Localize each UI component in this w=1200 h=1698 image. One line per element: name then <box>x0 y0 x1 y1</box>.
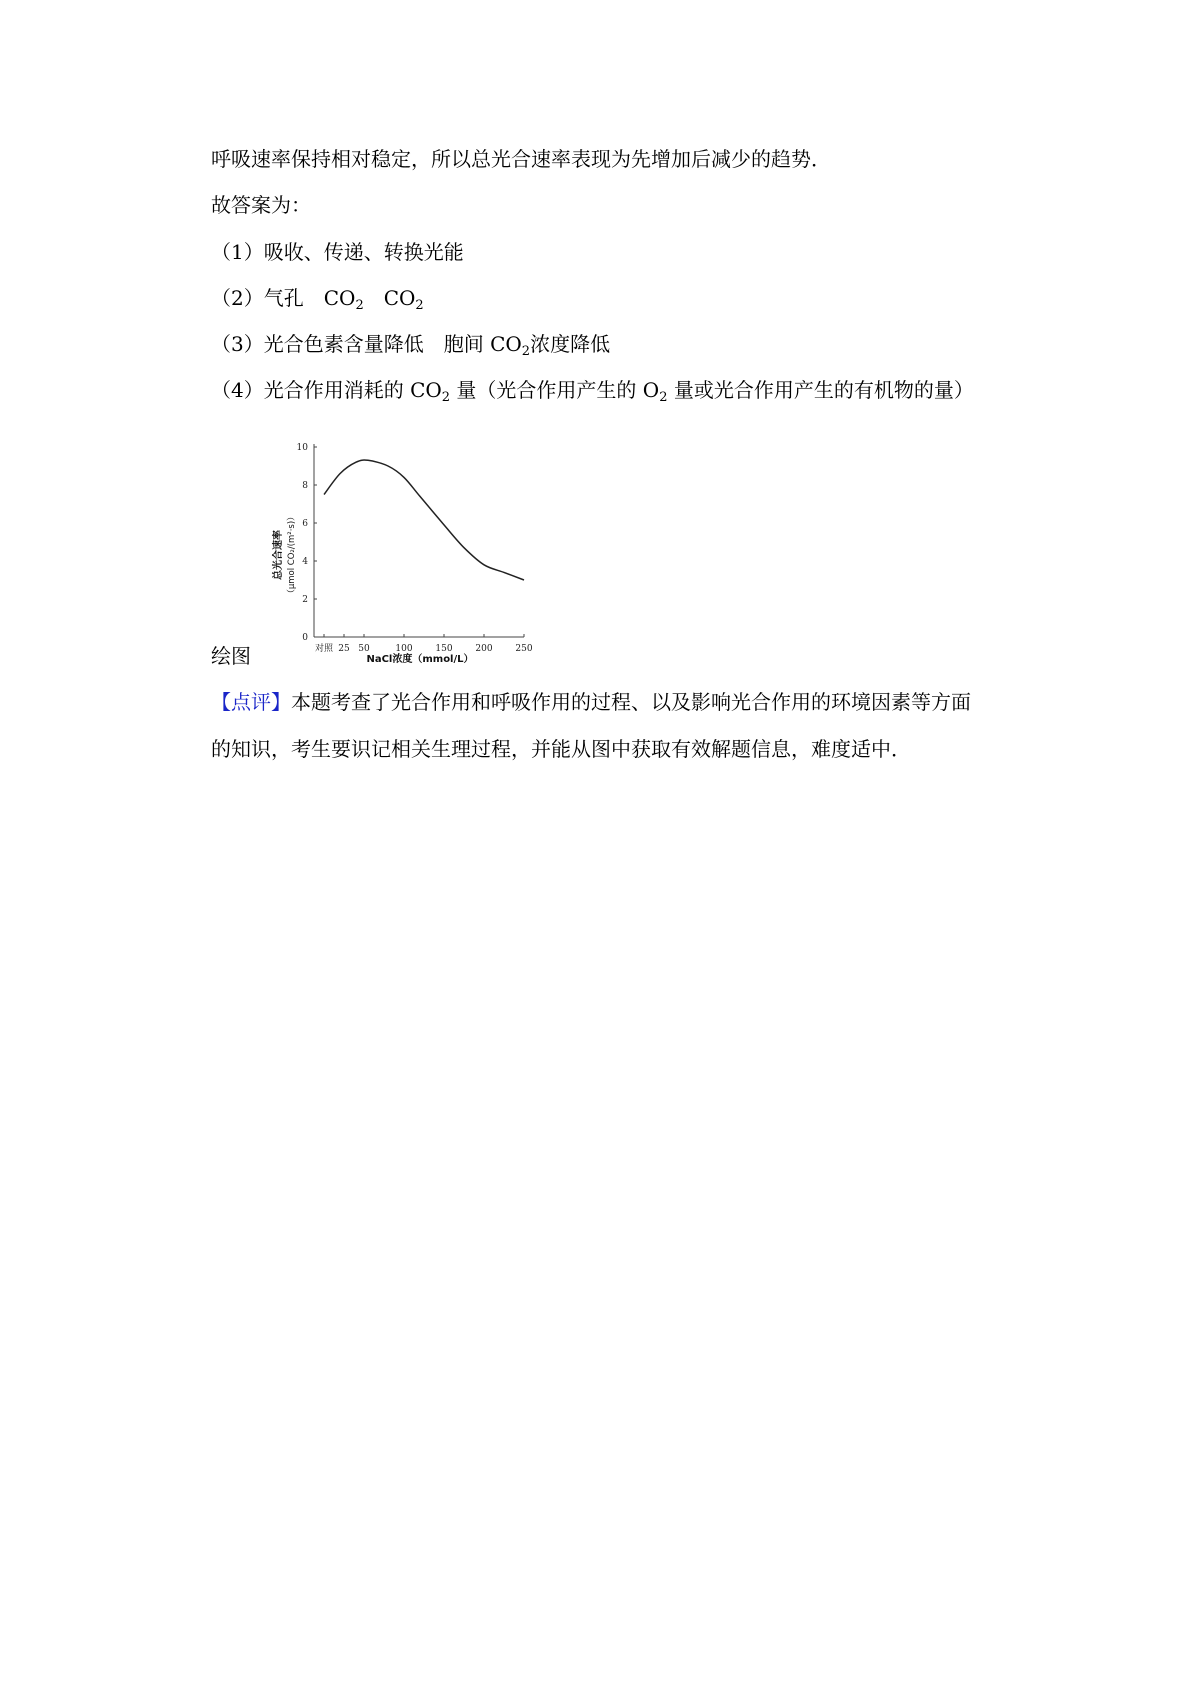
comment-line-1 <box>211 690 971 714</box>
x-tick-label: 100 <box>395 644 413 654</box>
answer-2-co2-b: CO <box>383 286 416 310</box>
x-tick-label: 对照 <box>314 644 334 654</box>
x-tick-label: 150 <box>435 644 453 654</box>
x-tick-label: 25 <box>338 644 350 654</box>
y-axis-label: 总光合速率 <box>273 530 284 580</box>
answer-2 <box>211 286 424 313</box>
x-tick-label: 50 <box>358 644 370 654</box>
y-tick-label: 8 <box>302 481 308 491</box>
answer-3-suffix: 浓度降低 <box>530 332 611 356</box>
series-line <box>324 460 524 580</box>
answer-4-mid: 量（光合作用产生的 O <box>450 378 660 402</box>
chart-axes <box>314 444 524 637</box>
answer-4-prefix: （4）光合作用消耗的 CO <box>211 378 442 402</box>
y-tick-label: 0 <box>302 633 308 643</box>
answer-3 <box>211 332 611 359</box>
y-tick-label: 6 <box>302 519 308 529</box>
answer-3-prefix: （3）光合色素含量降低 <box>211 332 424 356</box>
answer-2-prefix: （2）气孔 <box>211 286 304 310</box>
answer-1: （1）吸收、传递、转换光能 <box>211 240 464 264</box>
answer-4-sub-a: 2 <box>441 390 451 405</box>
y-tick-label: 4 <box>302 557 308 567</box>
answer-4-suffix: 量或光合作用产生的有机物的量） <box>667 378 974 402</box>
y-tick-label: 10 <box>296 443 308 453</box>
comment-tag: 【点评】 <box>211 690 291 714</box>
answer-2-sub-b: 2 <box>415 298 424 313</box>
photosynthesis-chart <box>262 430 552 670</box>
y-axis-unit: （μmol CO₂/(m²·s)） <box>287 512 297 598</box>
answer-2-co2-a: CO <box>323 286 356 310</box>
x-tick-label: 250 <box>515 644 533 654</box>
answer-4-sub-b: 2 <box>659 390 668 405</box>
answer-2-sub-a: 2 <box>355 298 364 313</box>
x-tick-label: 200 <box>475 644 493 654</box>
paragraph-1: 呼吸速率保持相对稳定，所以总光合速率表现为先增加后减少的趋势． <box>211 147 831 171</box>
y-axis-title <box>271 512 297 597</box>
answer-3-mid: 胞间 CO <box>443 332 522 356</box>
answer-3-sub: 2 <box>521 344 531 359</box>
x-axis-label: NaCl浓度（mmol/L） <box>366 654 474 665</box>
draw-label: 绘图 <box>211 644 251 668</box>
answer-intro: 故答案为： <box>211 193 311 217</box>
answer-4 <box>211 378 974 405</box>
comment-text-1: 本题考查了光合作用和呼吸作用的过程、以及影响光合作用的环境因素等方面 <box>291 690 971 714</box>
y-tick-label: 2 <box>302 595 308 605</box>
comment-line-2: 的知识，考生要识记相关生理过程，并能从图中获取有效解题信息，难度适中． <box>211 737 911 761</box>
chart-svg <box>262 430 552 670</box>
